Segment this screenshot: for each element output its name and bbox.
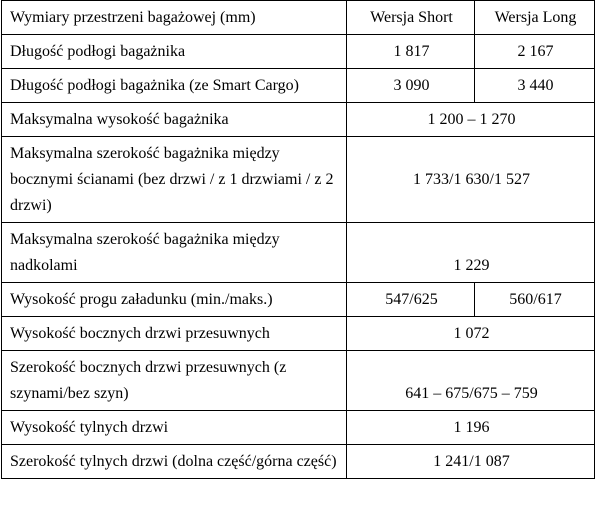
row-label: Szerokość tylnych drzwi (dolna część/górna część) [2,445,347,479]
row-label: Maksymalna wysokość bagażnika [2,103,347,137]
row-long-value: 560/617 [475,283,595,317]
row-shared-value: 1 072 [347,317,595,351]
row-label: Wysokość bocznych drzwi przesuwnych [2,317,347,351]
header-short-cell: Wersja Short [347,1,475,35]
row-label: Maksymalna szerokość bagażnika między nadkolami [2,223,347,283]
row-label: Wysokość tylnych drzwi [2,411,347,445]
row-shared-value: 1 241/1 087 [347,445,595,479]
luggage-dimensions-table [1,0,595,479]
row-shared-value: 641 – 675/675 – 759 [347,351,595,411]
table-row [2,317,595,351]
table-row [2,137,595,223]
table-row [2,35,595,69]
row-label: Długość podłogi bagażnika [2,35,347,69]
table-row [2,283,595,317]
row-shared-value: 1 733/1 630/1 527 [347,137,595,223]
row-shared-value: 1 196 [347,411,595,445]
table-row [2,69,595,103]
row-short-value: 1 817 [347,35,475,69]
row-shared-value: 1 200 – 1 270 [347,103,595,137]
header-label-cell: Wymiary przestrzeni bagażowej (mm) [2,1,347,35]
row-short-value: 3 090 [347,69,475,103]
table-row [2,351,595,411]
row-shared-value: 1 229 [347,223,595,283]
row-label: Szerokość bocznych drzwi przesuwnych (z szynami/bez szyn) [2,351,347,411]
row-label: Maksymalna szerokość bagażnika między bocznymi ścianami (bez drzwi / z 1 drzwiami / z 2 drzwi) [2,137,347,223]
table-header-row [2,1,595,35]
row-short-value: 547/625 [347,283,475,317]
row-long-value: 2 167 [475,35,595,69]
header-long-cell: Wersja Long [475,1,595,35]
row-label: Wysokość progu załadunku (min./maks.) [2,283,347,317]
row-label: Długość podłogi bagażnika (ze Smart Cargo) [2,69,347,103]
table-row [2,411,595,445]
table-row [2,103,595,137]
table-row [2,445,595,479]
row-long-value: 3 440 [475,69,595,103]
table-row [2,223,595,283]
